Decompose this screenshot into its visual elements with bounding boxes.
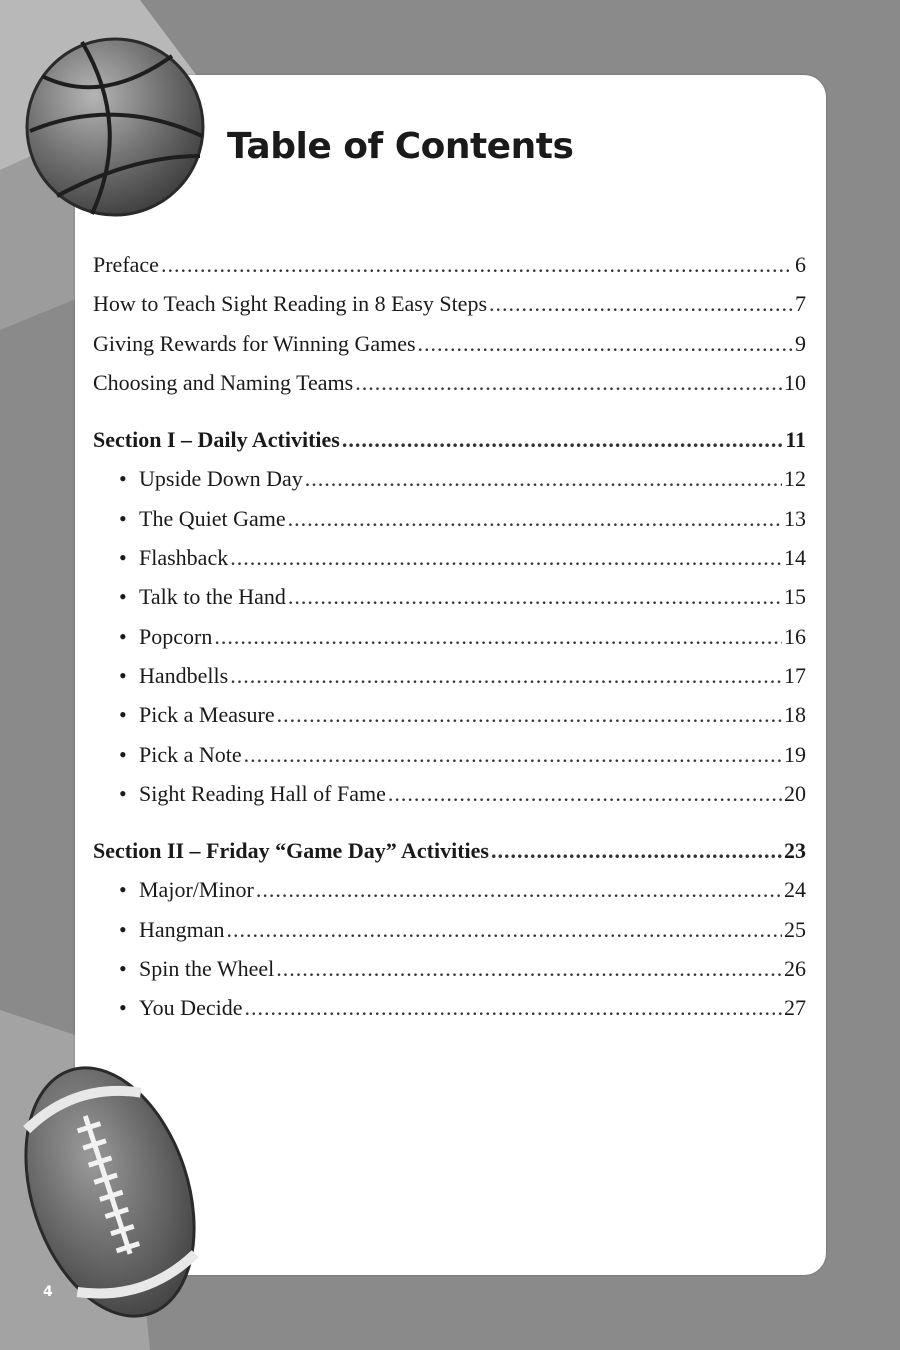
- dot-leader: [227, 910, 782, 949]
- toc-entry-label: How to Teach Sight Reading in 8 Easy Steps: [93, 291, 488, 317]
- toc-item-spin-the-wheel: [93, 949, 806, 988]
- page-title: Table of Contents: [227, 126, 574, 167]
- dot-leader: [418, 324, 793, 363]
- toc-item-page: 12: [784, 466, 806, 492]
- toc-item-page: 16: [784, 623, 806, 649]
- toc-section-page: 23: [784, 838, 806, 864]
- dot-leader: [161, 245, 793, 284]
- toc-section-label: Section I – Daily Activities: [93, 427, 340, 453]
- toc-item-page: 14: [784, 545, 806, 571]
- bullet: •: [119, 623, 127, 649]
- bullet: •: [119, 877, 127, 903]
- dot-leader: [388, 774, 782, 813]
- toc-item-page: 18: [784, 702, 806, 728]
- toc-item-label: Handbells: [139, 662, 229, 688]
- dot-leader: [277, 695, 782, 734]
- bullet: •: [119, 702, 127, 728]
- toc-item-page: 27: [784, 995, 806, 1021]
- toc-item-quiet-game: [93, 499, 806, 538]
- toc-entry-page: 10: [784, 369, 806, 395]
- dot-leader: [214, 617, 782, 656]
- toc-item-page: 26: [784, 956, 806, 982]
- bullet: •: [119, 584, 127, 610]
- toc-entry-choosing-teams: [93, 363, 806, 402]
- toc-item-page: 19: [784, 741, 806, 767]
- toc-item-label: Pick a Note: [139, 741, 242, 767]
- toc-item-page: 25: [784, 916, 806, 942]
- toc-item-pick-a-note: [93, 735, 806, 774]
- toc-item-label: The Quiet Game: [139, 505, 286, 531]
- toc-item-label: Upside Down Day: [139, 466, 303, 492]
- bullet: •: [119, 741, 127, 767]
- dot-leader: [288, 499, 782, 538]
- toc-item-label: Spin the Wheel: [139, 956, 275, 982]
- toc-item-hangman: [93, 910, 806, 949]
- toc-section-2: [93, 831, 806, 870]
- bullet: •: [119, 916, 127, 942]
- toc-item-label: Talk to the Hand: [139, 584, 286, 610]
- toc-entry-label: Preface: [93, 252, 159, 277]
- toc-item-page: 17: [784, 662, 806, 688]
- bullet: •: [119, 956, 127, 982]
- dot-leader: [276, 949, 782, 988]
- basketball-icon: [22, 36, 208, 218]
- toc-item-label: Pick a Measure: [139, 702, 275, 728]
- dot-leader: [230, 656, 782, 695]
- toc-item-flashback: [93, 538, 806, 577]
- dot-leader: [342, 420, 783, 459]
- toc-item-handbells: [93, 656, 806, 695]
- toc-item-label: Sight Reading Hall of Fame: [139, 780, 386, 806]
- dot-leader: [355, 363, 782, 402]
- football-icon: [0, 1052, 215, 1322]
- toc-item-popcorn: [93, 617, 806, 656]
- toc-entry-page: 9: [795, 330, 806, 356]
- toc-entry-page: 6: [795, 252, 806, 277]
- toc-item-major-minor: [93, 870, 806, 909]
- dot-leader: [230, 538, 782, 577]
- toc-item-you-decide: [93, 988, 806, 1027]
- toc-item-label: Popcorn: [139, 623, 213, 649]
- bullet: •: [119, 662, 127, 688]
- toc-section-page: 11: [785, 427, 806, 453]
- toc-item-label: You Decide: [139, 995, 243, 1021]
- bullet: •: [119, 505, 127, 531]
- toc-section-1: [93, 420, 806, 459]
- toc-item-page: 20: [784, 780, 806, 806]
- dot-leader: [244, 735, 782, 774]
- dot-leader: [244, 988, 782, 1027]
- dot-leader: [305, 459, 782, 498]
- toc-item-page: 24: [784, 877, 806, 903]
- bullet: •: [119, 780, 127, 806]
- toc-item-label: Flashback: [139, 545, 229, 571]
- toc-entry-label: Giving Rewards for Winning Games: [93, 330, 416, 356]
- dot-leader: [489, 284, 793, 323]
- bullet: •: [119, 466, 127, 492]
- toc-item-label: Hangman: [139, 916, 225, 942]
- toc-item-label: Major/Minor: [139, 877, 254, 903]
- toc-entry-how-to-teach: [93, 284, 806, 323]
- toc-item-pick-a-measure: [93, 695, 806, 734]
- dot-leader: [491, 831, 782, 870]
- bullet: •: [119, 545, 127, 571]
- table-of-contents: [93, 245, 806, 1028]
- toc-entry-label: Choosing and Naming Teams: [93, 369, 354, 395]
- toc-item-page: 13: [784, 505, 806, 531]
- page-number: 4: [43, 1284, 53, 1300]
- toc-entry-giving-rewards: [93, 324, 806, 363]
- toc-entry-preface: [93, 245, 806, 284]
- toc-item-page: 15: [784, 584, 806, 610]
- dot-leader: [288, 577, 782, 616]
- toc-entry-page: 7: [795, 291, 806, 317]
- toc-item-talk-to-the-hand: [93, 577, 806, 616]
- bullet: •: [119, 995, 127, 1021]
- dot-leader: [256, 870, 782, 909]
- toc-item-upside-down-day: [93, 459, 806, 498]
- toc-item-hall-of-fame: [93, 774, 806, 813]
- toc-section-label: Section II – Friday “Game Day” Activities: [93, 838, 489, 864]
